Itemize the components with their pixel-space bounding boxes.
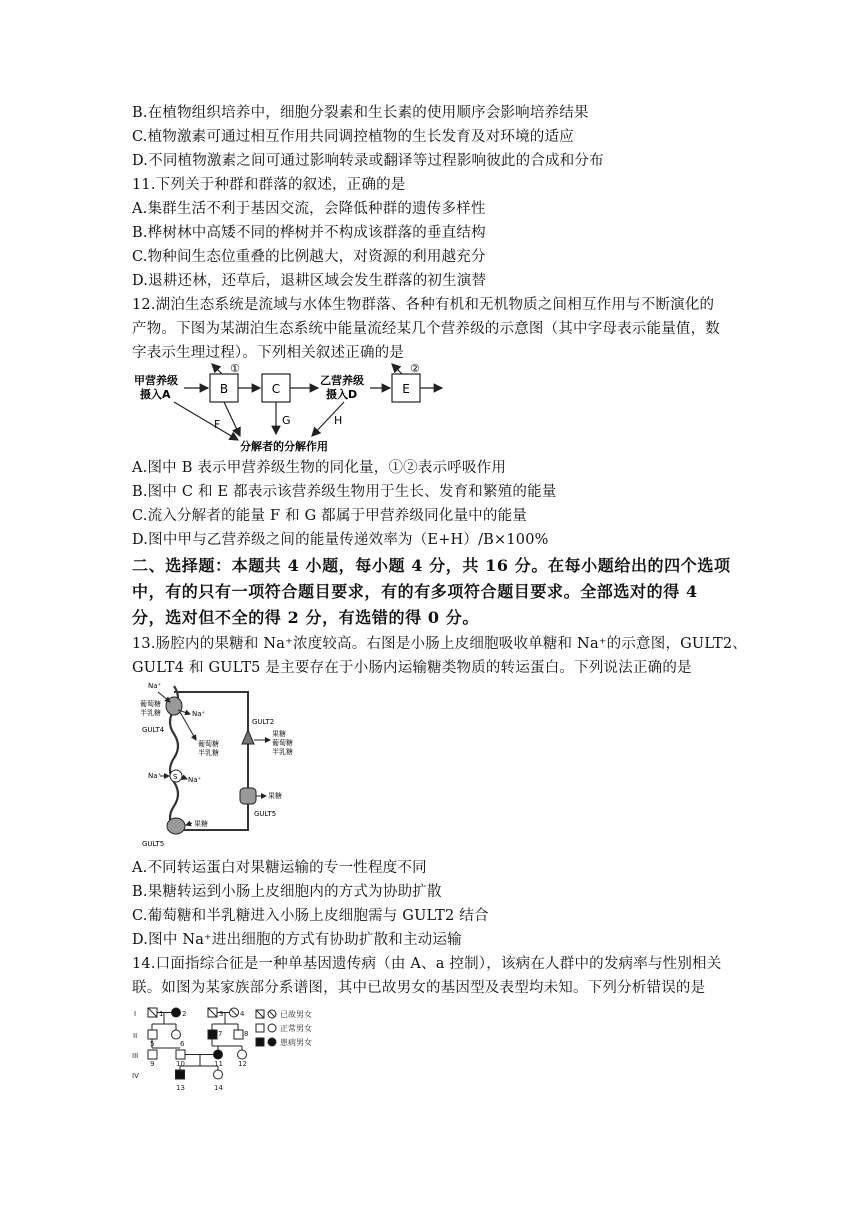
pedigree-chart xyxy=(132,1004,372,1100)
q12-option-c: C.流入分解者的能量 F 和 G 都属于甲营养级同化量中的能量 xyxy=(132,508,527,524)
glc-in-1: 葡萄糖 xyxy=(198,740,219,748)
section2-header-line1: 二、选择题：本题共 4 小题，每小题 4 分，共 16 分。在每小题给出的四个选项 xyxy=(132,556,731,575)
gult5-right-label: GULT5 xyxy=(254,810,277,818)
label-g: G xyxy=(282,414,291,427)
jia-label-1: 甲营养级 xyxy=(134,374,178,387)
q10-option-d: D.不同植物激素之间可通过影响转录或翻译等过程影响彼此的合成和分布 xyxy=(132,153,604,169)
person-10 xyxy=(176,1050,185,1059)
num-1: 1 xyxy=(159,1010,164,1018)
fructose-right-2: 果糖 xyxy=(268,792,282,800)
q13-option-c: C.葡萄糖和半乳糖进入小肠上皮细胞需与 GULT2 结合 xyxy=(132,908,489,924)
fructose-right: 果糖 xyxy=(272,730,286,738)
box-e-label: E xyxy=(402,382,410,396)
pedigree-legend xyxy=(256,1010,276,1046)
yi-label-1: 乙营养级 xyxy=(320,374,364,387)
q11-option-a: A.集群生活不利于基因交流，会降低种群的遗传多样性 xyxy=(132,201,486,217)
label-f: F xyxy=(214,418,221,431)
num-12: 12 xyxy=(238,1060,247,1068)
num-9: 9 xyxy=(150,1060,155,1068)
q11-option-b: B.桦树林中高矮不同的桦树并不构成该群落的垂直结构 xyxy=(132,225,486,241)
gult5-bottom-label: GULT5 xyxy=(142,840,165,848)
section2-header-line2: 中，有的只有一项符合题目要求，有的有多项符合题目要求。全部选对的得 4 xyxy=(132,582,698,601)
jia-label-2: 摄入A xyxy=(140,388,171,401)
num-13: 13 xyxy=(176,1084,185,1092)
num-10: 10 xyxy=(176,1060,185,1068)
fructose-bottom: 果糖 xyxy=(194,820,208,828)
process-2: ② xyxy=(410,362,420,375)
label-h: H xyxy=(334,414,343,427)
num-5: 5 xyxy=(150,1040,155,1048)
q12-stem-line3: 字表示生理过程）。下列相关叙述正确的是 xyxy=(132,345,405,361)
num-4: 4 xyxy=(240,1010,245,1018)
s-label: S xyxy=(173,773,178,781)
q13-option-a: A.不同转运蛋白对果糖运输的专一性程度不同 xyxy=(132,860,427,876)
legend-normal: 正常男女 xyxy=(280,1024,312,1033)
gult5-bottom-protein xyxy=(167,818,185,834)
num-11: 11 xyxy=(214,1060,223,1068)
num-7: 7 xyxy=(218,1030,223,1038)
na-left: Na⁺ xyxy=(148,772,162,780)
section2-header-line3: 分，选对但不全的得 2 分，有选错的得 0 分。 xyxy=(132,608,479,627)
glc-gal-out-1: 葡萄糖 xyxy=(140,700,161,708)
person-11 xyxy=(214,1050,223,1059)
glc-right: 葡萄糖 xyxy=(272,739,293,747)
q11-stem: 11.下列关于种群和群落的叙述，正确的是 xyxy=(132,177,406,193)
process-1: ① xyxy=(230,362,240,375)
q13-stem-line1: 13.肠腔内的果糖和 Na⁺浓度较高。右图是小肠上皮细胞吸收单糖和 Na⁺的示意图，GULT2、 xyxy=(132,636,747,652)
box-c-label: C xyxy=(271,382,281,396)
gen-iii-label: III xyxy=(132,1052,139,1060)
num-6: 6 xyxy=(180,1040,185,1048)
gen-ii-label: II xyxy=(133,1032,138,1040)
legend-affected: 患病男女 xyxy=(280,1038,312,1047)
glc-in-2: 半乳糖 xyxy=(198,749,219,757)
person-8 xyxy=(234,1030,243,1039)
num-2: 2 xyxy=(182,1010,187,1018)
person-9 xyxy=(148,1050,157,1059)
q12-stem-line1: 12.湖泊生态系统是流域与水体生物群落、各种有机和无机物质之间相互作用与不断演化的 xyxy=(132,297,715,313)
person-6 xyxy=(172,1030,181,1039)
q12-option-b: B.图中 C 和 E 都表示该营养级生物用于生长、发育和繁殖的能量 xyxy=(132,484,557,500)
q11-option-c: C.物种间生态位重叠的比例越大，对资源的利用越充分 xyxy=(132,249,486,265)
q12-option-d: D.图中甲与乙营养级之间的能量传递效率为（E+H）/B×100% xyxy=(132,532,549,548)
q12-option-a: A.图中 B 表示甲营养级生物的同化量，①②表示呼吸作用 xyxy=(132,460,507,476)
gult5-right-protein xyxy=(240,788,256,804)
person-7 xyxy=(208,1030,217,1039)
energy-flow-diagram xyxy=(132,362,452,454)
gult4-label: GULT4 xyxy=(142,726,165,734)
gen-iv-label: IV xyxy=(132,1072,139,1080)
q10-option-c: C.植物激素可通过相互作用共同调控植物的生长发育及对环境的适应 xyxy=(132,129,574,145)
person-13 xyxy=(176,1070,185,1079)
q12-stem-line2: 产物。下图为某湖泊生态系统中能量流经某几个营养级的示意图（其中字母表示能量值，数 xyxy=(132,321,720,337)
person-14 xyxy=(214,1070,223,1079)
gult2-protein xyxy=(242,730,254,744)
na-right: Na⁺ xyxy=(188,776,202,784)
glc-gal-out-2: 半乳糖 xyxy=(140,709,161,717)
q14-stem-line1: 14.口面指综合征是一种单基因遗传病（由 A、a 控制），该病在人群中的发病率与性别相关 xyxy=(132,956,722,972)
yi-label-2: 摄入D xyxy=(326,388,358,401)
q10-option-b: B.在植物组织培养中，细胞分裂素和生长素的使用顺序会影响培养结果 xyxy=(132,105,589,121)
q11-option-d: D.退耕还林，还草后，退耕区域会发生群落的初生演替 xyxy=(132,273,487,289)
q13-option-d: D.图中 Na⁺进出细胞的方式有协助扩散和主动运输 xyxy=(132,932,462,948)
decomposer-label: 分解者的分解作用 xyxy=(240,440,328,453)
q13-stem-line2: GULT4 和 GULT5 是主要存在于小肠内运输糖类物质的转运蛋白。下列说法正确的是 xyxy=(132,660,692,676)
num-8: 8 xyxy=(244,1030,249,1038)
legend-dead: 已故男女 xyxy=(280,1010,312,1019)
person-12 xyxy=(238,1050,247,1059)
gult2-label: GULT2 xyxy=(252,718,275,726)
box-b-label: B xyxy=(219,382,229,396)
na-out: Na⁺ xyxy=(192,710,206,718)
na-top: Na⁺ xyxy=(148,682,162,690)
gal-right: 半乳糖 xyxy=(272,748,293,756)
intestinal-cell-diagram xyxy=(140,680,330,852)
num-14: 14 xyxy=(214,1084,223,1092)
person-5 xyxy=(148,1030,157,1039)
q14-stem-line2: 联。如图为某家族部分系谱图，其中已故男女的基因型及表型均未知。下列分析错误的是 xyxy=(132,980,706,996)
num-3: 3 xyxy=(219,1010,224,1018)
q13-option-b: B.果糖转运到小肠上皮细胞内的方式为协助扩散 xyxy=(132,884,442,900)
person-2 xyxy=(172,1008,181,1017)
gen-i-label: I xyxy=(134,1010,137,1018)
